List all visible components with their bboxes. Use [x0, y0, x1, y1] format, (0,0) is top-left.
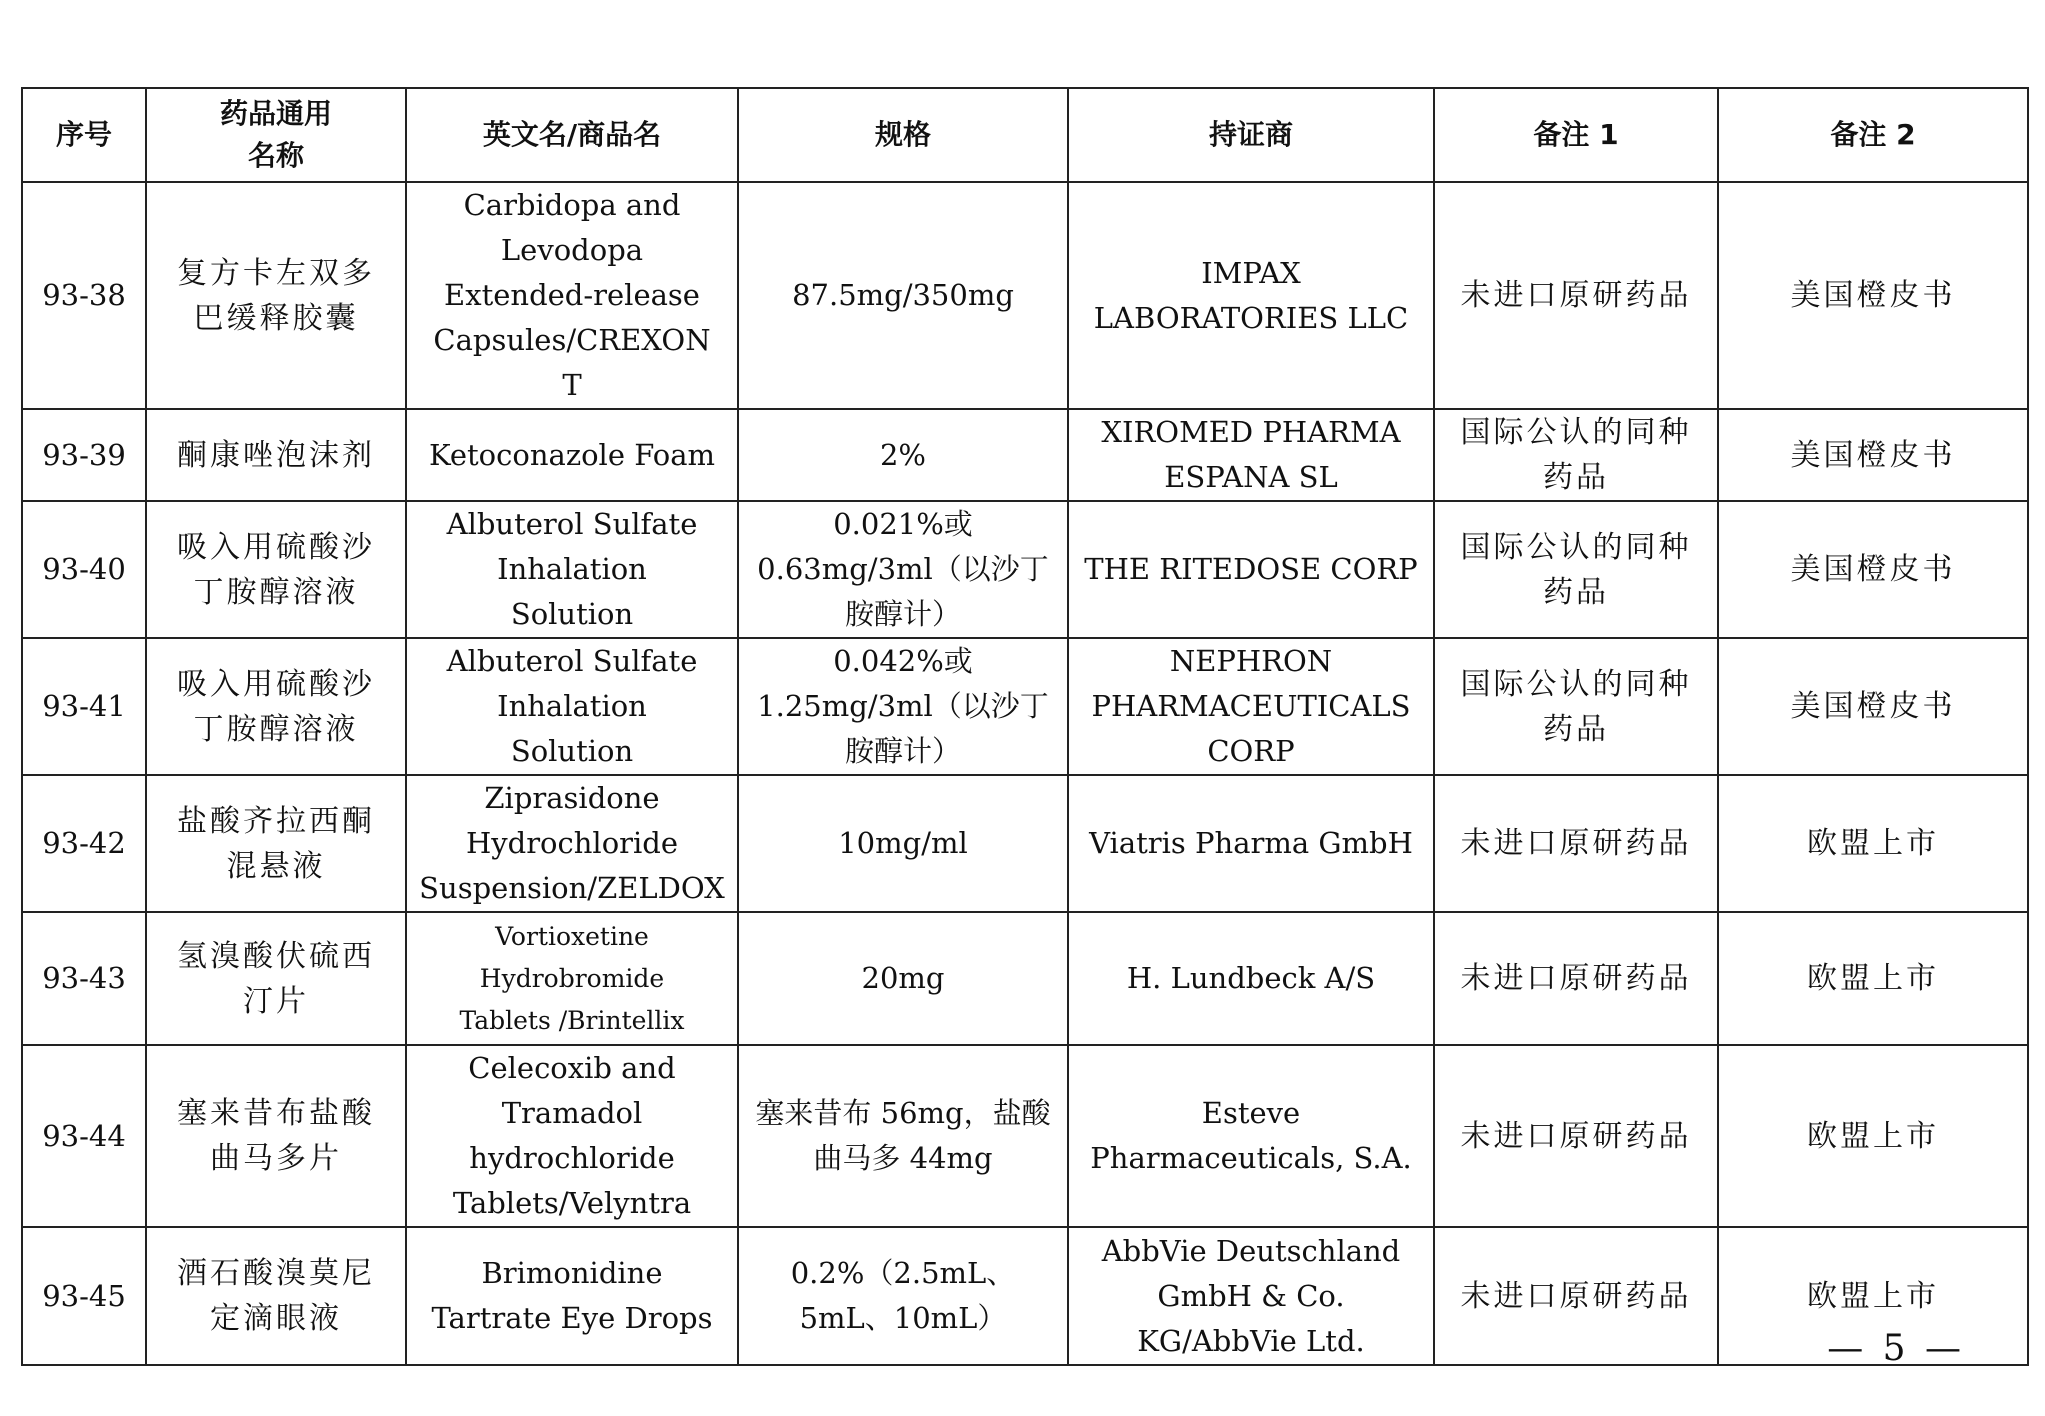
- header-english-name: 英文名/商品名: [406, 88, 738, 182]
- header-note1: 备注 1: [1434, 88, 1718, 182]
- table-header-row: [22, 88, 2028, 182]
- row-note1: 未进口原研药品: [1434, 775, 1718, 912]
- row-holder: THE RITEDOSE CORP: [1068, 501, 1434, 638]
- row-holder: H. Lundbeck A/S: [1068, 912, 1434, 1045]
- row-seq: 93-45: [22, 1227, 146, 1365]
- row-note2: 欧盟上市: [1718, 775, 2028, 912]
- row-seq: 93-41: [22, 638, 146, 775]
- row-holder: Viatris Pharma GmbH: [1068, 775, 1434, 912]
- table-row: [22, 1227, 2028, 1365]
- table-row: [22, 1045, 2028, 1227]
- row-spec: 2%: [738, 409, 1068, 501]
- row-spec: 20mg: [738, 912, 1068, 1045]
- row-note1: 未进口原研药品: [1434, 1045, 1718, 1227]
- header-holder: 持证商: [1068, 88, 1434, 182]
- row-note2: 欧盟上市: [1718, 912, 2028, 1045]
- row-english-name: Ketoconazole Foam: [406, 409, 738, 501]
- row-spec: 0.2%（2.5mL、5mL、10mL）: [738, 1227, 1068, 1365]
- row-generic-name: 塞来昔布盐酸曲马多片: [146, 1045, 406, 1227]
- row-note1: 国际公认的同种药品: [1434, 638, 1718, 775]
- row-note2: 欧盟上市: [1718, 1227, 2028, 1365]
- row-note2: 美国橙皮书: [1718, 182, 2028, 409]
- row-generic-name: 酮康唑泡沫剂: [146, 409, 406, 501]
- header-seq: 序号: [22, 88, 146, 182]
- row-note2: 美国橙皮书: [1718, 638, 2028, 775]
- row-note1: 未进口原研药品: [1434, 182, 1718, 409]
- header-generic-name: 药品通用名称: [146, 88, 406, 182]
- row-holder: Esteve Pharmaceuticals, S.A.: [1068, 1045, 1434, 1227]
- row-generic-name: 吸入用硫酸沙丁胺醇溶液: [146, 638, 406, 775]
- row-note1: 国际公认的同种药品: [1434, 501, 1718, 638]
- row-holder: IMPAX LABORATORIES LLC: [1068, 182, 1434, 409]
- row-seq: 93-44: [22, 1045, 146, 1227]
- row-english-name: Albuterol Sulfate Inhalation Solution: [406, 638, 738, 775]
- row-holder: XIROMED PHARMA ESPANA SL: [1068, 409, 1434, 501]
- table-row: [22, 409, 2028, 501]
- row-english-name: Carbidopa and Levodopa Extended-release Capsules/CREXONT: [406, 182, 738, 409]
- header-note2: 备注 2: [1718, 88, 2028, 182]
- row-generic-name: 复方卡左双多巴缓释胶囊: [146, 182, 406, 409]
- table-row: [22, 912, 2028, 1045]
- row-spec: 0.021%或 0.63mg/3ml（以沙丁胺醇计）: [738, 501, 1068, 638]
- table-row: [22, 182, 2028, 409]
- row-seq: 93-43: [22, 912, 146, 1045]
- row-generic-name: 酒石酸溴莫尼定滴眼液: [146, 1227, 406, 1365]
- row-note2: 美国橙皮书: [1718, 501, 2028, 638]
- drug-list-table: [21, 87, 2029, 1366]
- row-note1: 未进口原研药品: [1434, 1227, 1718, 1365]
- row-english-name: Brimonidine Tartrate Eye Drops: [406, 1227, 738, 1365]
- row-spec: 10mg/ml: [738, 775, 1068, 912]
- row-holder: NEPHRON PHARMACEUTICALS CORP: [1068, 638, 1434, 775]
- row-english-name: Celecoxib and Tramadol hydrochloride Tablets/Velyntra: [406, 1045, 738, 1227]
- row-note1: 未进口原研药品: [1434, 912, 1718, 1045]
- row-spec: 0.042%或 1.25mg/3ml（以沙丁胺醇计）: [738, 638, 1068, 775]
- row-seq: 93-38: [22, 182, 146, 409]
- row-seq: 93-39: [22, 409, 146, 501]
- row-note2: 欧盟上市: [1718, 1045, 2028, 1227]
- row-note1: 国际公认的同种药品: [1434, 409, 1718, 501]
- row-holder: AbbVie Deutschland GmbH & Co. KG/AbbVie Ltd.: [1068, 1227, 1434, 1365]
- row-spec: 塞来昔布 56mg，盐酸曲马多 44mg: [738, 1045, 1068, 1227]
- row-generic-name: 吸入用硫酸沙丁胺醇溶液: [146, 501, 406, 638]
- row-generic-name: 盐酸齐拉西酮混悬液: [146, 775, 406, 912]
- row-generic-name: 氢溴酸伏硫西汀片: [146, 912, 406, 1045]
- row-spec: 87.5mg/350mg: [738, 182, 1068, 409]
- row-english-name: Ziprasidone Hydrochloride Suspension/ZELDOX: [406, 775, 738, 912]
- table-row: [22, 775, 2028, 912]
- row-seq: 93-40: [22, 501, 146, 638]
- table-row: [22, 501, 2028, 638]
- table-row: [22, 638, 2028, 775]
- row-english-name: Vortioxetine Hydrobromide Tablets /Brintellix: [406, 912, 738, 1045]
- page-number: — 5 —: [1827, 1328, 1965, 1369]
- header-spec: 规格: [738, 88, 1068, 182]
- row-seq: 93-42: [22, 775, 146, 912]
- row-english-name: Albuterol Sulfate Inhalation Solution: [406, 501, 738, 638]
- row-note2: 美国橙皮书: [1718, 409, 2028, 501]
